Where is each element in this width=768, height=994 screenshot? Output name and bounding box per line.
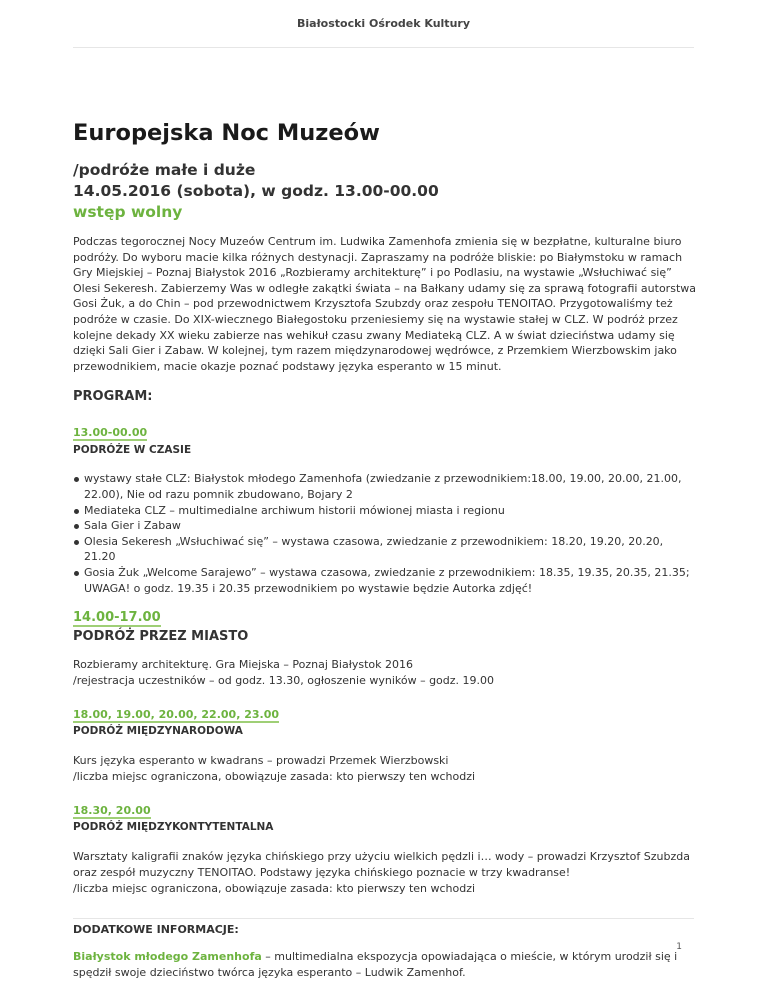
page-number: 1: [676, 942, 682, 952]
section-heading: PODRÓŻ PRZEZ MIASTO: [73, 629, 249, 645]
subtitle-date: 14.05.2016 (sobota), w godz. 13.00-00.00: [73, 182, 439, 200]
section-heading: PODRÓŻ MIĘDZYKONTYTENTALNA: [73, 821, 274, 834]
section-note: /liczba miejsc ograniczona, obowiązuje zasada: kto pierwszy ten wchodzi: [73, 881, 476, 895]
list-item: Gosia Żuk „Welcome Sarajewo” – wystawa czasowa, zwiedzanie z przewodnikiem: 18.35, 19.35, 20.35, 21.35; UWAGA! o godz. 19.35 i 20.35 przewodnikiem po wystawie będzie Autorka zdjęć!: [84, 565, 698, 596]
program-section: [73, 799, 698, 896]
intro-paragraph: Podczas tegorocznej Nocy Muzeów Centrum im. Ludwika Zamenhofa zmienia się w bezpłatne, kulturalne biuro podróży. Do wyboru macie kilka różnych destynacji. Zapraszamy na podróże bliskie: po Białymstoku w ramach Gry Miejskiej – Poznaj Białystok 2016 „Rozbieramy architekturę” i po Podlasiu, na wystawie „Wsłuchiwać się” Olesi Sekeresh. Zabierzemy Was w odległe zakątki świata – na Bałkany udamy się za sprawą fotografii autorstwa Gosi Żuk, a do Chin – pod przewodnictwem Krzysztofa Szubzdy oraz zespołu TENOITAO. Przygotowaliśmy też podróże w czasie. Do XIX-wiecznego Białegostoku przeniesiemy się na wystawie stałej w CLZ. W podróż przez kolejne dekady XX wieku zabierze nas wehikuł czasu zwany Mediateką CLZ. A w świat dzieciństwa udamy się dzięki Sali Gier i Zabaw. W kolejnej, tym razem międzynarodowej wędrówce, z Przemkiem Wierzbowskim jako przewodnikiem, macie okazje poznać podstawy języka esperanto w 15 minut.: [73, 235, 696, 373]
section-note: /liczba miejsc ograniczona, obowiązuje zasada: kto pierwszy ten wchodzi: [73, 769, 476, 783]
program-section: [73, 606, 698, 688]
extra-info-link[interactable]: Białystok młodego Zamenhofa: [73, 950, 262, 964]
program-heading: PROGRAM:: [73, 389, 153, 405]
page-header: [73, 0, 694, 48]
section-time: 18.00, 19.00, 20.00, 22.00, 23.00: [73, 708, 280, 722]
list-item: wystawy stałe CLZ: Białystok młodego Zamenhofa (zwiedzanie z przewodnikiem:18.00, 19.00, 20.00, 21.00, 22.00), Nie od razu pomnik zbudowano, Bojary 2: [84, 471, 698, 502]
section-note: /rejestracja uczestników – od godz. 13.30, ogłoszenie wyników – godz. 19.00: [73, 673, 495, 687]
extra-info-text: – multimedialna ekspozycja opowiadająca o mieście, w którym urodził się i spędził swoje dzieciństwo twórca języka esperanto – Ludwik Zamenhof.: [73, 950, 678, 979]
section-time: 13.00-00.00: [73, 426, 148, 440]
program-section: [73, 421, 698, 596]
program-section: [73, 703, 698, 784]
extra-info-paragraph: [73, 949, 698, 980]
list-item: Olesia Sekeresh „Wsłuchiwać się” – wystawa czasowa, zwiedzanie z przewodnikiem: 18.20, 19.20, 20.20, 21.20: [84, 534, 698, 565]
section-time: 18.30, 20.00: [73, 804, 151, 818]
subtitle-entry: wstęp wolny: [73, 203, 183, 221]
section-text: Warsztaty kaligrafii znaków języka chińskiego przy użyciu wielkich pędzli i… wody – prowadzi Krzysztof Szubzda oraz zespół muzyczny TENOITAO. Podstawy języka chińskiego poznacie w trzy kwadranse!: [73, 850, 690, 880]
section-heading: PODRÓŻE W CZASIE: [73, 444, 192, 457]
event-subtitle: [73, 160, 698, 223]
extra-info-heading: DODATKOWE INFORMACJE:: [73, 923, 239, 937]
section-text: Rozbieramy architekturę. Gra Miejska – Poznaj Białystok 2016: [73, 658, 413, 672]
page-title: Europejska Noc Muzeów: [73, 120, 380, 146]
section-heading: PODRÓŻ MIĘDZYNARODOWA: [73, 725, 243, 738]
list-item: Mediateka CLZ – multimedialne archiwum historii mówionej miasta i regionu: [84, 503, 698, 519]
section-time: 14.00-17.00: [73, 610, 161, 626]
subtitle-theme: /podróże małe i duże: [73, 161, 256, 179]
organization-name: Białostocki Ośrodek Kultury: [297, 17, 470, 30]
footer-divider: [73, 918, 694, 919]
section-text: Kurs języka esperanto w kwadrans – prowadzi Przemek Wierzbowski: [73, 754, 449, 768]
document-body: [73, 120, 698, 980]
list-item: Sala Gier i Zabaw: [84, 518, 698, 534]
section-list: [73, 471, 698, 596]
